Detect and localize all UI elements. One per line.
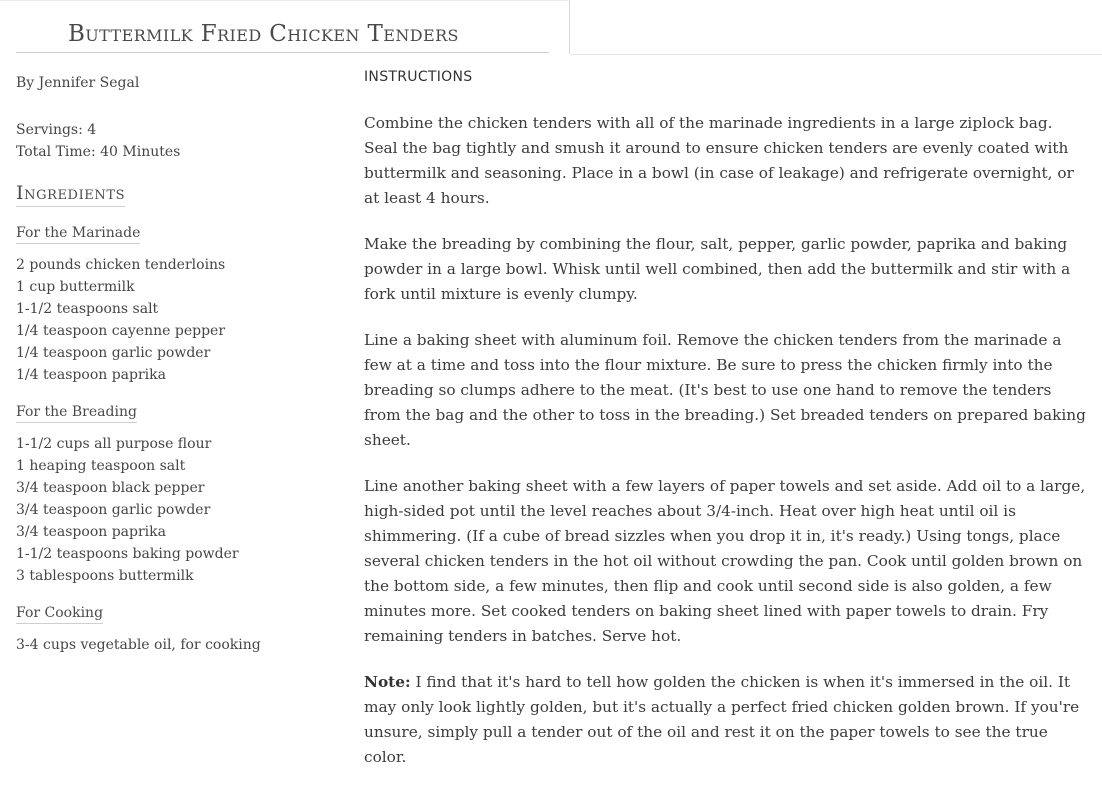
instruction-step: Line a baking sheet with aluminum foil. Remove the chicken tenders from the marinade a few at a time and toss into the flour mixture. Be sure to press the chicken firmly into the breading so clumps adhere to the meat. (It's best to use one hand to remove the tenders from the bag and the other to toss in the breading.) Set breaded tenders on prepared baking sheet. [364,331,1086,449]
instruction-step: Combine the chicken tenders with all of the marinade ingredients in a large ziplock bag. Seal the bag tightly and smush it around to ensure chicken tenders are evenly coated with buttermilk and seasoning. Place in a bowl (in case of leakage) and refrigerate overnight, or at least 4 hours. [364,114,1074,207]
instructions-heading: INSTRUCTIONS [364,69,473,85]
note-text: I find that it's hard to tell how golden the chicken is when it's immersed in the oil. It may only look lightly golden, but it's actually a perfect fried chicken golden brown. If you're unsure, simply pull a tender out of the oil and rest it on the paper towels to see the true color. [364,673,1080,766]
ingredient-item: 1 cup buttermilk [16,279,135,295]
instructions-section [364,66,1086,791]
ingredient-item: 3/4 teaspoon garlic powder [16,502,211,518]
title-divider [16,52,549,53]
total-time: Total Time: 40 Minutes [16,144,181,160]
instruction-step: Line another baking sheet with a few layers of paper towels and set aside. Add oil to a large, high-sided pot until the level reaches about 3/4-inch. Heat over high heat until oil is shimmering. (If a cube of bread sizzles when you drop it in, it's ready.) Using tongs, place several chicken tenders in the hot oil without crowding the pan. Cook until golden brown on the bottom side, a few minutes, then flip and cook until second side is also golden, a few minutes more. Set cooked tenders on baking sheet lined with paper towels to drain. Fry remaining tenders in batches. Serve hot. [364,477,1086,645]
instruction-step: Make the breading by combining the flour, salt, pepper, garlic powder, paprika and baking powder in a large bowl. Whisk until well combined, then add the buttermilk and stir with a fork until mixture is evenly clumpy. [364,235,1071,303]
recipe-title-box [0,0,570,54]
ingredient-group-title: For Cooking [16,603,103,624]
ingredient-item: 3-4 cups vegetable oil, for cooking [16,637,261,653]
ingredient-item: 1 heaping teaspoon salt [16,458,186,474]
ingredient-group-title: For the Marinade [16,223,140,244]
recipe-meta [16,119,346,163]
ingredient-group-marinade [16,215,346,386]
ingredient-item: 1-1/2 teaspoons baking powder [16,546,239,562]
ingredients-heading: Ingredients [16,180,125,207]
ingredient-item: 1/4 teaspoon garlic powder [16,345,211,361]
ingredient-list [16,254,346,386]
ingredient-item: 3/4 teaspoon paprika [16,524,166,540]
header-divider [570,54,1102,55]
ingredient-item: 1-1/2 cups all purpose flour [16,436,212,452]
instruction-note [364,670,1086,770]
author-byline: By Jennifer Segal [16,75,140,91]
ingredient-group-cooking [16,595,346,656]
ingredient-list [16,634,346,656]
ingredient-item: 1/4 teaspoon cayenne pepper [16,323,226,339]
ingredient-list [16,433,346,587]
ingredient-item: 3 tablespoons buttermilk [16,568,194,584]
ingredient-group-breading [16,394,346,587]
note-label: Note: [364,673,411,691]
servings: Servings: 4 [16,122,97,138]
ingredient-item: 1/4 teaspoon paprika [16,367,166,383]
recipe-title: Buttermilk Fried Chicken Tenders [68,21,459,47]
ingredient-item: 2 pounds chicken tenderloins [16,257,226,273]
ingredient-group-title: For the Breading [16,402,137,423]
recipe-sidebar [16,72,346,664]
ingredient-item: 1-1/2 teaspoons salt [16,301,159,317]
ingredient-item: 3/4 teaspoon black pepper [16,480,205,496]
